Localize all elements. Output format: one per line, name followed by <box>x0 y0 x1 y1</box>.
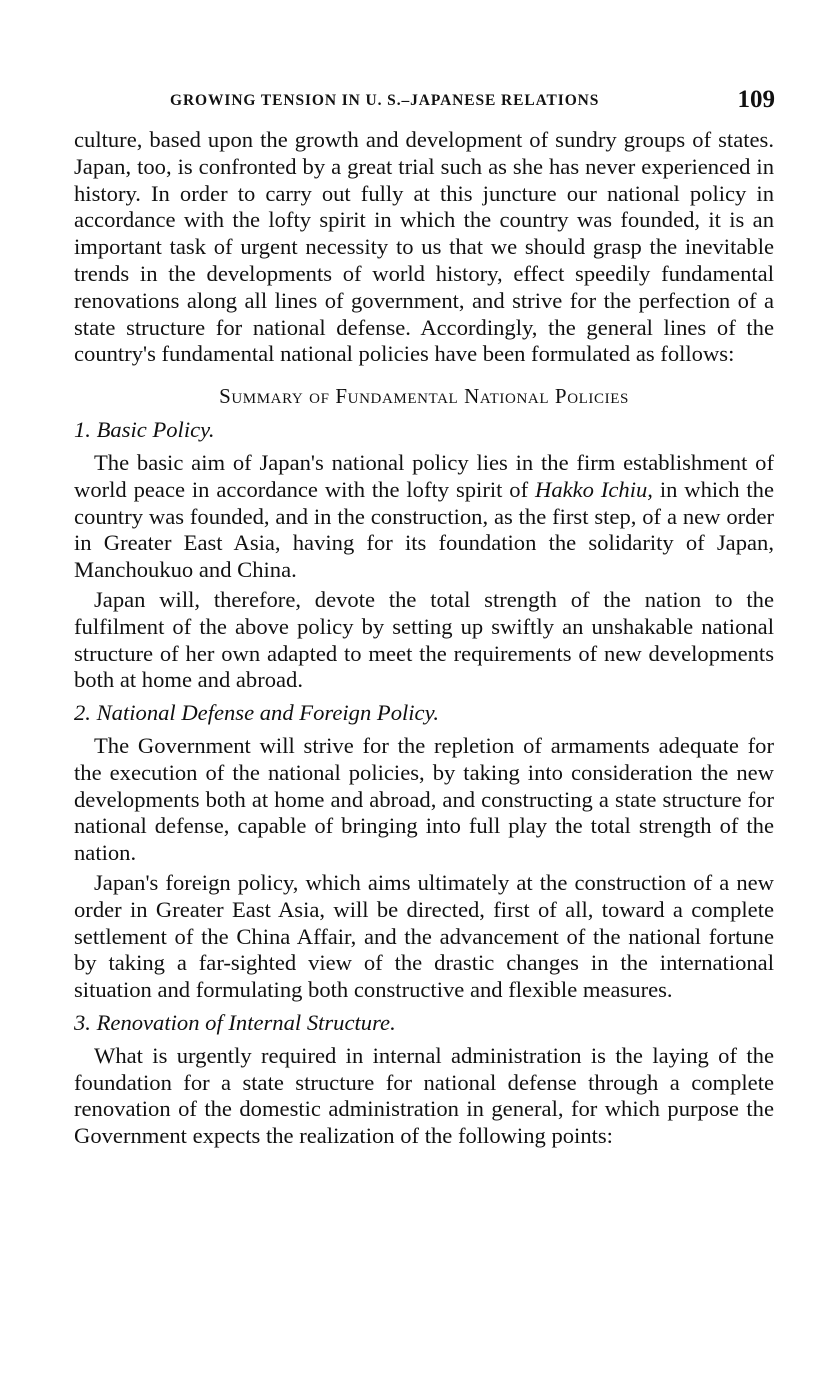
section-3-title: Renovation of Internal Structure. <box>96 1009 396 1035</box>
section-1-heading <box>74 417 774 444</box>
section-1-number: 1. <box>74 417 91 443</box>
running-title: GROWING TENSION IN U. S.–JAPANESE RELATIONS <box>170 92 600 109</box>
section-1-paragraph-2: Japan will, therefore, devote the total strength of the nation to the fulfilment of the above policy by setting up swiftly an unshakable national structure of her own adapted to meet the requirements of new developments both at home and abroad. <box>74 586 774 693</box>
running-head <box>170 88 775 118</box>
section-1-title: Basic Policy. <box>96 417 215 443</box>
section-2-heading <box>74 700 774 727</box>
section-3-heading <box>74 1010 774 1037</box>
section-2-paragraph-2: Japan's foreign policy, which aims ultimately at the construction of a new order in Greater East Asia, will be directed, first of all, toward a complete settlement of the China Affair, and the advancement of the national fortune by taking a far-sighted view of the drastic changes in the international situation and formulating both constructive and flexible measures. <box>74 869 774 1003</box>
section-1-paragraph-1 <box>74 450 774 584</box>
section-2-paragraph-1: The Government will strive for the repletion of armaments adequate for the execution of the national policies, by taking into consideration the new developments both at home and abroad, and constructing a state structure for national defense, capable of bringing into full play the total strength of the nation. <box>74 732 774 866</box>
section-2-title: National Defense and Foreign Policy. <box>96 700 440 726</box>
section-2-number: 2. <box>74 700 91 726</box>
summary-heading: Summary of Fundamental National Policies <box>219 384 629 409</box>
body-text <box>74 127 774 1150</box>
section-3-paragraph-1: What is urgently required in internal administration is the laying of the foundation for a state structure for national defense through a complete renovation of the domestic administration in general, for which purpose the Government expects the realization of the following points: <box>74 1042 774 1149</box>
page-number: 109 <box>737 86 775 113</box>
intro-paragraph: culture, based upon the growth and development of sundry groups of states. Japan, too, is confronted by a great trial such as she has never experienced in history. In order to carry out fully at this juncture our national policy in accordance with the lofty spirit in which the country was founded, it is an important task of urgent necessity to us that we should grasp the inevitable trends in the developments of world history, effect speedily fundamental renovations along all lines of government, and strive for the perfection of a state structure for national defense. Accordingly, the general lines of the country's fundamental national policies have been formulated as follows: <box>74 127 774 367</box>
hakko-ichiu-term: Hakko Ichiu, <box>535 476 653 502</box>
section-3-number: 3. <box>74 1009 91 1035</box>
section-1-paragraph-1-text-b: in which the country was founded, and in the construction, as the first step, of a new order in Greater East Asia, having for its foundation the solidarity of Japan, Manchoukuo and China. <box>74 476 774 583</box>
section-1-paragraph-1-text-a: The basic aim of Japan's national policy lies in the firm establishment of world peace in accordance with the lofty spirit of <box>74 449 774 502</box>
